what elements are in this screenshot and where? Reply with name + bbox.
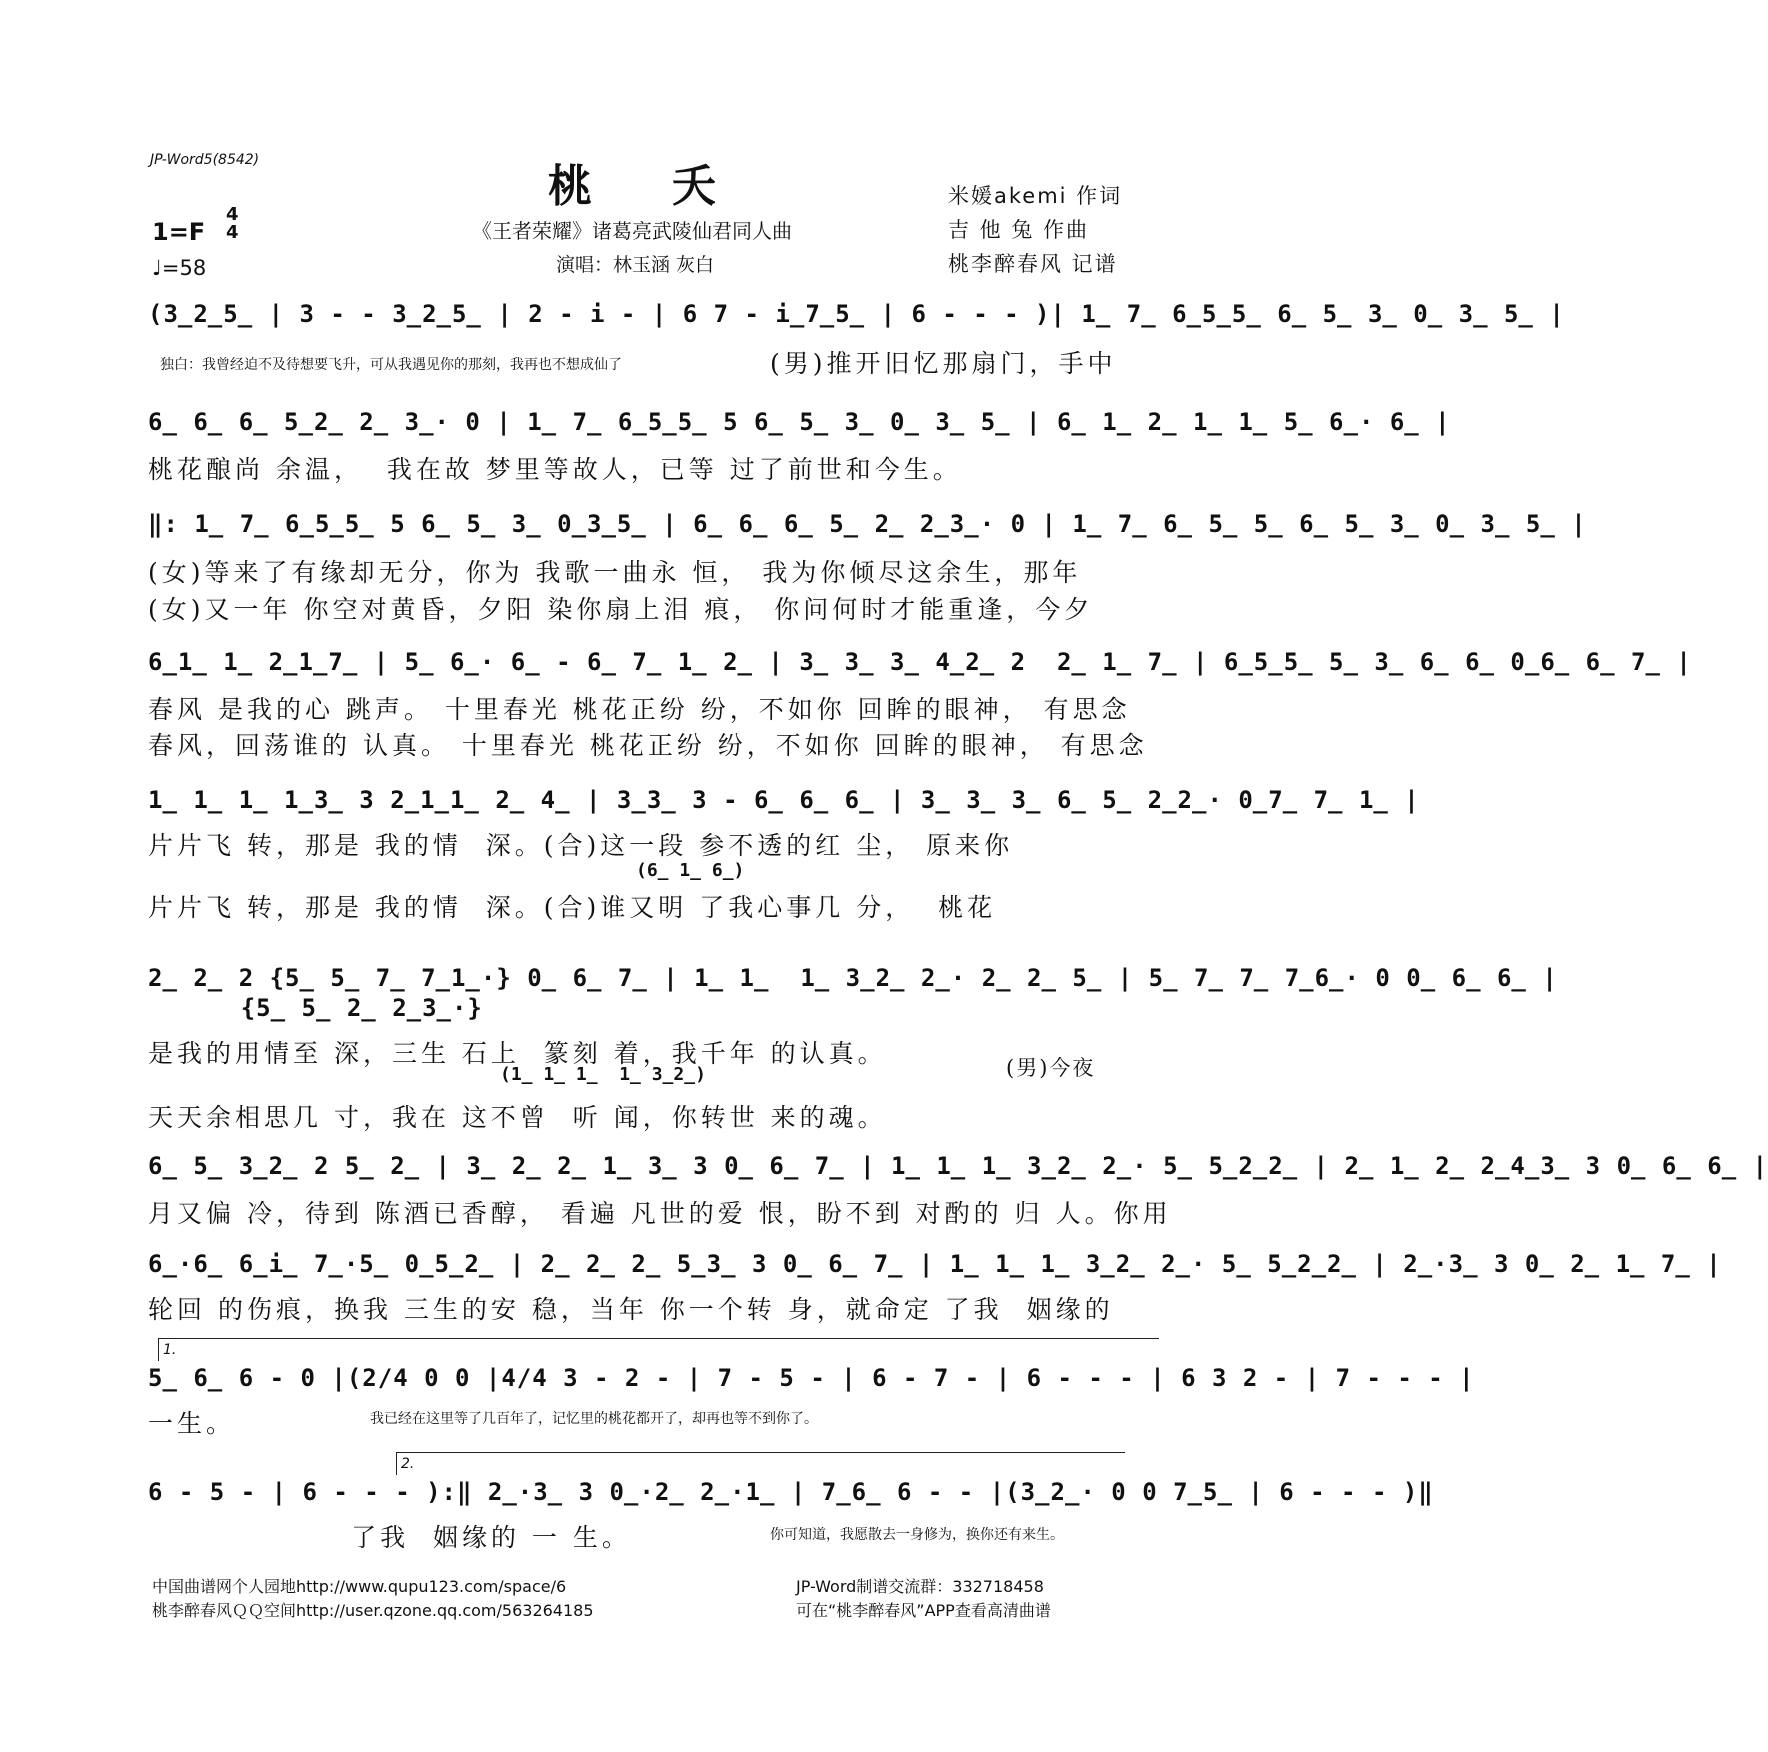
meter-bottom: 4 (226, 222, 239, 243)
source-label: JP-Word5(8542) (150, 152, 260, 168)
score-row-1-lyric: (男)推开旧忆那扇门，手中 (770, 349, 1117, 378)
score-row-5-notes: 1̲ 1̲ 1̲ 1̲3̲ 3 2̲1̲1̲ 2̲ 4̲ | 3̲3̲ 3 - 6̲ 6̲ 6̲ | 3̲ 3̲ 3̲ 6̲ 5̲ 2̲2̲· 0̲7̲ 7̲ 1̲ | (148, 786, 1420, 814)
score-row-2-lyric: 桃花酿尚 余温， 我在故 梦里等故人，已等 过了前世和今生。 (148, 455, 962, 484)
score-row-10-notes: 6 - 5 - | 6 - - - ):‖ 2̲·3̲ 3 0̲·2̲ 2̲·1̲ | 7̲6̲ 6 - - |(3̲2̲· 0 0 7̲5̲ | 6 - - - )‖ (148, 1478, 1434, 1506)
footer-app-note: 可在“桃李醉春风”APP查看高清曲谱 (796, 1601, 1051, 1620)
score-row-4-notes: 6̲1̲ 1̲ 2̲1̲7̲ | 5̲ 6̲· 6̲ - 6̲ 7̲ 1̲ 2̲ | 3̲ 3̲ 3̲ 4̲2̲ 2 2̲ 1̲ 7̲ | 6̲5̲5̲ 5̲ 3̲ 6̲ 6̲ 0̲6̲ 6̲ 7̲ | (148, 648, 1692, 676)
second-ending-bracket: 2. (396, 1452, 1125, 1475)
ending-monologue: 你可知道，我愿散去一身修为，换你还有来生。 (770, 1527, 1064, 1543)
score-row-8-lyric: 轮回 的伤痕，换我 三生的安 稳，当年 你一个转 身，就命定 了我 姻缘的 (148, 1295, 1114, 1324)
score-row-2-notes: 6̲ 6̲ 6̲ 5̲2̲ 2̲ 3̲· 0 | 1̲ 7̲ 6̲5̲5̲ 5 6̲ 5̲ 3̲ 0̲ 3̲ 5̲ | 6̲ 1̲ 2̲ 1̲ 1̲ 5̲ 6̲· 6̲ | (148, 408, 1451, 436)
composer-credit: 吉 他 兔 作曲 (948, 218, 1090, 242)
score-row-10-lyric: 了我 姻缘的 一 生。 (148, 1523, 631, 1552)
male-entry-lyric: (男)今夜 (1006, 1056, 1096, 1080)
score-row-5-alt-notes: (6̲ 1̲ 6̲) (636, 860, 745, 881)
score-row-7-lyric: 月又偏 冷，待到 陈酒已香醇， 看遍 凡世的爱 恨，盼不到 对酌的 归 人。你用 (148, 1199, 1172, 1228)
meter-top: 4 (226, 204, 239, 225)
time-signature (226, 206, 239, 242)
score-row-6-alt-notes: (1̲ 1̲ 1̲ 1̲ 3̲2̲) (500, 1064, 706, 1085)
score-row-9-lyric: 一生。 (148, 1409, 236, 1438)
score-row-7-notes: 6̲ 5̲ 3̲2̲ 2 5̲ 2̲ | 3̲ 2̲ 2̲ 1̲ 3̲ 3 0̲ 6̲ 7̲ | 1̲ 1̲ 1̲ 3̲2̲ 2̲· 5̲ 5̲2̲2̲ | 2̲ 1̲ 2̲ 2̲4̲3̲ 3 0̲ 6̲ 6̲ | (148, 1152, 1768, 1180)
score-row-4-lyric-verse-2: 春风，回荡谁的 认真。 十里春光 桃花正纷 纷，不如你 回眸的眼神， 有思念 (148, 731, 1148, 760)
song-subtitle: 《王者荣耀》诸葛亮武陵仙君同人曲 (472, 219, 792, 243)
transcriber-credit: 桃李醉春风 记谱 (948, 252, 1118, 276)
score-row-4-lyric-verse-1: 春风 是我的心 跳声。 十里春光 桃花正纷 纷，不如你 回眸的眼神， 有思念 (148, 695, 1131, 724)
score-row-5-lyric-verse-1: 片片飞 转，那是 我的情 深。(合)这一段 参不透的红 尘， 原来你 (148, 831, 1014, 860)
score-row-5-lyric-verse-2: 片片飞 转，那是 我的情 深。(合)谁又明 了我心事几 分， 桃花 (148, 893, 997, 922)
footer-qzone-link[interactable]: 桃李醉春风ＱＱ空间http://user.qzone.qq.com/563264185 (152, 1601, 594, 1620)
score-row-1-notes: (3̲2̲5̲ | 3 - - 3̲2̲5̲ | 2 - i - | 6 7 - i̲7̲5̲ | 6 - - - )| 1̲ 7̲ 6̲5̲5̲ 6̲ 5̲ 3̲ 0̲ 3̲ 5̲ | (148, 300, 1565, 328)
key-signature: 1=F (152, 218, 206, 246)
song-title: 桃夭 (548, 161, 796, 212)
lyricist-credit: 米媛akemi 作词 (948, 184, 1123, 208)
score-row-8-notes: 6̲·6̲ 6̲i̲ 7̲·5̲ 0̲5̲2̲ | 2̲ 2̲ 2̲ 5̲3̲ 3 0̲ 6̲ 7̲ | 1̲ 1̲ 1̲ 3̲2̲ 2̲· 5̲ 5̲2̲2̲ | 2̲·3̲ 3 0̲ 2̲ 1̲ 7̲ | (148, 1250, 1722, 1278)
tempo-mark: ♩=58 (152, 256, 207, 280)
singer-line: 演唱：林玉涵 灰白 (556, 254, 715, 276)
score-row-6-notes-lower: {5̲ 5̲ 2̲ 2̲3̲·} (148, 994, 483, 1022)
score-row-6-notes: 2̲ 2̲ 2 {5̲ 5̲ 7̲ 7̲1̲·} 0̲ 6̲ 7̲ | 1̲ 1̲ 1̲ 3̲2̲ 2̲· 2̲ 2̲ 5̲ | 5̲ 7̲ 7̲ 7̲6̲· 0 0̲ 6̲ 6̲ | (148, 964, 1558, 992)
score-row-3-notes: ‖: 1̲ 7̲ 6̲5̲5̲ 5 6̲ 5̲ 3̲ 0̲3̲5̲ | 6̲ 6̲ 6̲ 5̲ 2̲ 2̲3̲· 0 | 1̲ 7̲ 6̲ 5̲ 5̲ 6̲ 5̲ 3̲ 0̲ 3̲ 5̲ | (148, 510, 1587, 538)
first-ending-monologue: 我已经在这里等了几百年了，记忆里的桃花都开了，却再也等不到你了。 (370, 1411, 818, 1427)
footer-qq-group: JP-Word制谱交流群：332718458 (796, 1577, 1044, 1596)
footer-qupu-link[interactable]: 中国曲谱网个人园地http://www.qupu123.com/space/6 (152, 1577, 567, 1596)
score-row-3-lyric-verse-2: (女)又一年 你空对黄昏，夕阳 染你扇上泪 痕， 你问何时才能重逢，今夕 (148, 595, 1094, 624)
score-row-6-lyric-verse-1: 是我的用情至 深，三生 石上 篆刻 着，我千年 的认真。 (148, 1039, 887, 1068)
opening-monologue: 独白：我曾经迫不及待想要飞升，可从我遇见你的那刻，我再也不想成仙了 (160, 357, 622, 373)
score-row-3-lyric-verse-1: (女)等来了有缘却无分，你为 我歌一曲永 恒， 我为你倾尽这余生，那年 (148, 558, 1082, 587)
score-row-9-notes: 5̲ 6̲ 6 - 0 |(2/4 0 0 |4/4 3 - 2 - | 7 - 5 - | 6 - 7 - | 6 - - - | 6 3 2 - | 7 - - - | (148, 1364, 1475, 1392)
score-row-6-lyric-verse-2: 天天余相思几 寸，我在 这不曾 听 闻，你转世 来的魂。 (148, 1103, 887, 1132)
first-ending-bracket: 1. (158, 1338, 1159, 1361)
